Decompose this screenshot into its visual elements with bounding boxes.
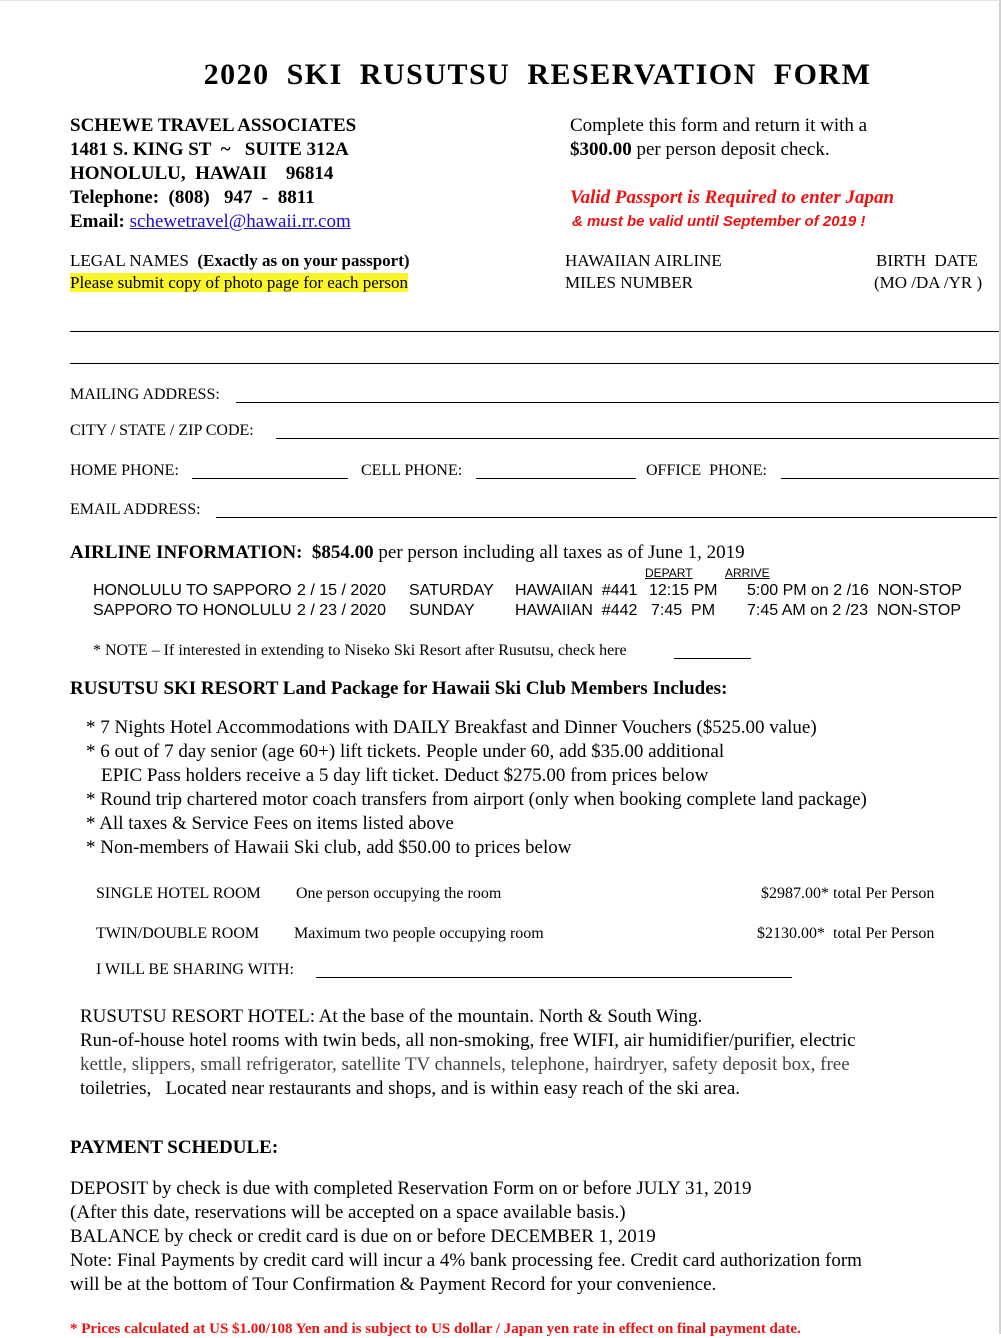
flight-1-day: SATURDAY: [409, 582, 494, 599]
mailing-address-field[interactable]: [236, 402, 999, 403]
flight-2-arrive: 7:45 AM on 2 /23 NON-STOP: [747, 602, 962, 619]
agency-telephone: Telephone: (808) 947 - 8811: [70, 187, 315, 208]
flight-1-depart: 12:15 PM: [649, 582, 718, 599]
home-phone-label: HOME PHONE:: [70, 462, 179, 479]
room-2-desc: Maximum two people occupying room: [294, 925, 544, 942]
hotel-line-1: RUSUTSU RESORT HOTEL: At the base of the mountain. North & South Wing.: [80, 1006, 703, 1027]
cell-phone-field[interactable]: [476, 478, 636, 479]
hotel-line-2: Run-of-house hotel rooms with twin beds, all non-smoking, free WIFI, air humidifier/purifier, electric: [80, 1030, 856, 1051]
payment-line-1: DEPOSIT by check is due with completed Reservation Form on or before JULY 31, 2019: [70, 1178, 752, 1199]
agency-name: SCHEWE TRAVEL ASSOCIATES: [70, 115, 357, 136]
name-entry-line-1[interactable]: [70, 331, 999, 332]
package-item-5: * All taxes & Service Fees on items listed above: [86, 813, 454, 834]
cell-phone-label: CELL PHONE:: [361, 462, 463, 479]
intro-line-1: Complete this form and return it with a: [570, 115, 868, 136]
payment-line-4: Note: Final Payments by credit card will incur a 4% bank processing fee. Credit card authorization form: [70, 1250, 862, 1271]
flight-1-route: HONOLULU TO SAPPORO: [93, 582, 292, 599]
intro-line-2: [570, 139, 830, 161]
niseko-check-field[interactable]: [674, 658, 751, 659]
legal-names-label: LEGAL NAMES: [70, 251, 189, 270]
flight-2-number: HAWAIIAN #442: [515, 602, 638, 619]
office-phone-label: OFFICE PHONE:: [646, 462, 767, 479]
arrive-header: ARRIVE: [725, 566, 770, 580]
airline-price: $854.00: [311, 542, 374, 563]
room-2-type: TWIN/DOUBLE ROOM: [96, 925, 260, 942]
depart-header: DEPART: [645, 566, 693, 580]
photo-note-highlight: Please submit copy of photo page for each person: [70, 273, 409, 292]
miles-label-2: MILES NUMBER: [565, 273, 693, 292]
name-entry-line-2[interactable]: [70, 363, 999, 364]
package-item-4: * Round trip chartered motor coach transfers from airport (only when booking complete land package): [86, 789, 867, 810]
niseko-note: * NOTE – If interested in extending to Niseko Ski Resort after Rusutsu, check here: [93, 642, 627, 659]
legal-names-header: [70, 251, 410, 271]
room-2-price: $2130.00* total Per Person: [757, 925, 935, 942]
city-state-zip-label: CITY / STATE / ZIP CODE:: [70, 422, 254, 439]
city-state-zip-field[interactable]: [276, 438, 999, 439]
deposit-amount: $300.00: [570, 139, 632, 160]
passport-validity: & must be valid until September of 2019 !: [572, 213, 866, 230]
flight-2-day: SUNDAY: [409, 602, 475, 619]
home-phone-field[interactable]: [192, 478, 348, 479]
legal-names-note: (Exactly as on your passport): [197, 251, 410, 270]
flight-1-date: 2 / 15 / 2020: [297, 582, 386, 599]
mailing-address-label: MAILING ADDRESS:: [70, 386, 220, 403]
hotel-line-3: kettle, slippers, small refrigerator, satellite TV channels, telephone, hairdryer, safety deposit box, free: [80, 1054, 850, 1075]
package-item-1: * 7 Nights Hotel Accommodations with DAILY Breakfast and Dinner Vouchers ($525.00 value): [86, 717, 817, 738]
email-link[interactable]: schewetravel@hawaii.rr.com: [129, 211, 351, 232]
flight-2-date: 2 / 23 / 2020: [297, 602, 386, 619]
sharing-field[interactable]: [316, 977, 792, 978]
price-footnote: * Prices calculated at US $1.00/108 Yen and is subject to US dollar / Japan yen rate in effect on final payment date.: [70, 1321, 801, 1337]
email-address-field[interactable]: [216, 517, 997, 518]
airline-heading: AIRLINE INFORMATION:: [70, 542, 303, 563]
birth-label-2: (MO /DA /YR ): [874, 273, 983, 292]
room-1-type: SINGLE HOTEL ROOM: [96, 885, 261, 902]
payment-heading: PAYMENT SCHEDULE:: [70, 1137, 279, 1158]
agency-address-2: HONOLULU, HAWAII 96814: [70, 163, 334, 184]
payment-line-2: (After this date, reservations will be accepted on a space available basis.): [70, 1202, 626, 1223]
package-heading: RUSUTSU SKI RESORT Land Package for Hawaii Ski Club Members Includes:: [70, 678, 728, 699]
photo-page-note: [70, 273, 408, 293]
birth-label-1: BIRTH DATE: [876, 251, 978, 270]
payment-line-5: will be at the bottom of Tour Confirmation & Payment Record for your convenience.: [70, 1274, 717, 1295]
hotel-line-4: toiletries, Located near restaurants and shops, and is within easy reach of the ski area.: [80, 1078, 741, 1099]
agency-email-row: [70, 211, 351, 233]
email-address-label: EMAIL ADDRESS:: [70, 501, 201, 518]
agency-address-1: 1481 S. KING ST ~ SUITE 312A: [70, 139, 349, 160]
flight-2-route: SAPPORO TO HONOLULU: [93, 602, 292, 619]
package-item-6: * Non-members of Hawaii Ski club, add $50.00 to prices below: [86, 837, 572, 858]
flight-2-depart: 7:45 PM: [651, 602, 716, 619]
passport-notice: Valid Passport is Required to enter Japan: [570, 187, 895, 208]
airline-price-note: per person including all taxes as of June 1, 2019: [373, 542, 745, 563]
payment-line-3: BALANCE by check or credit card is due on or before DECEMBER 1, 2019: [70, 1226, 656, 1247]
deposit-note: per person deposit check.: [631, 139, 830, 160]
email-label: Email:: [70, 211, 125, 232]
flight-1-arrive: 5:00 PM on 2 /16 NON-STOP: [747, 582, 962, 599]
room-1-price: $2987.00* total Per Person: [761, 885, 935, 902]
room-1-desc: One person occupying the room: [296, 885, 502, 902]
office-phone-field[interactable]: [781, 478, 999, 479]
miles-label-1: HAWAIIAN AIRLINE: [565, 251, 722, 270]
package-item-3: EPIC Pass holders receive a 5 day lift ticket. Deduct $275.00 from prices below: [101, 765, 709, 786]
sharing-label: I WILL BE SHARING WITH:: [96, 961, 294, 978]
form-title: 2020 SKI RUSUTSU RESERVATION FORM: [203, 58, 872, 91]
flight-1-number: HAWAIIAN #441: [515, 582, 638, 599]
airline-info-row: [70, 542, 745, 564]
package-item-2: * 6 out of 7 day senior (age 60+) lift tickets. People under 60, add $35.00 additional: [86, 741, 725, 762]
